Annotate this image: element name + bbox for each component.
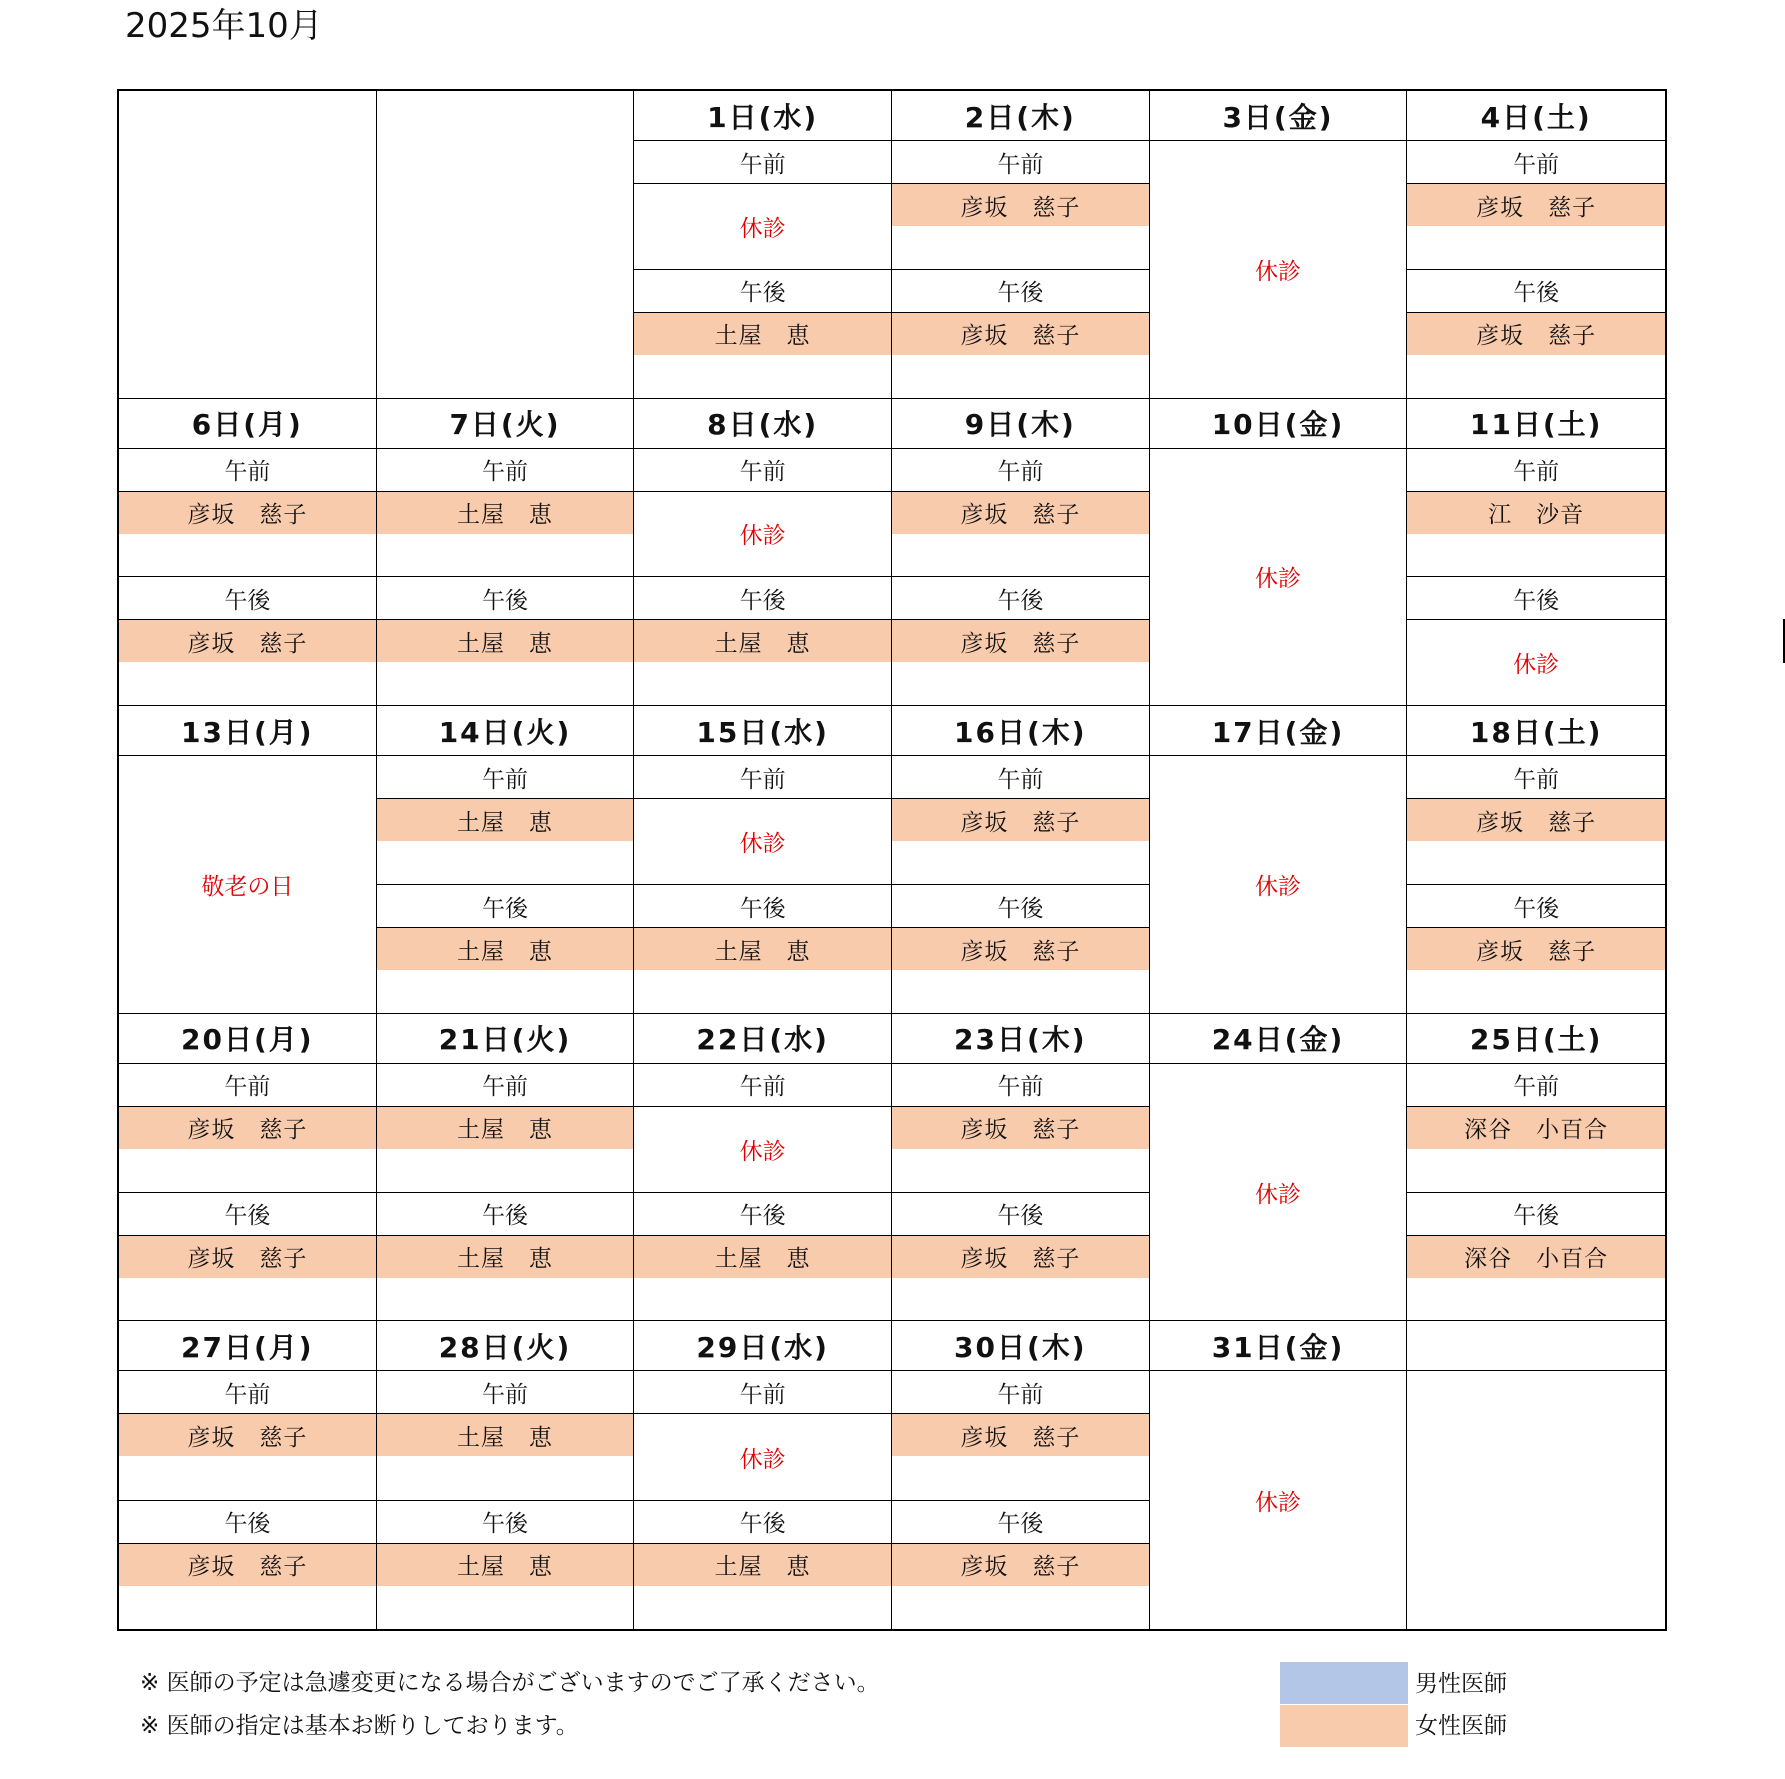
date-header: 9日(木) bbox=[892, 399, 1149, 449]
closed-session: 休診 bbox=[739, 523, 786, 550]
afternoon-session bbox=[377, 1500, 634, 1629]
day-cell bbox=[1150, 1321, 1408, 1629]
day-cell bbox=[1150, 399, 1408, 707]
day-cell bbox=[377, 1321, 635, 1629]
doctor-name: 彦坂 慈子 bbox=[1407, 799, 1665, 841]
day-cell bbox=[1407, 706, 1665, 1014]
spacer bbox=[377, 662, 634, 705]
spacer bbox=[892, 841, 1149, 884]
afternoon-session bbox=[892, 269, 1149, 398]
session-label: 午後 bbox=[634, 577, 891, 620]
morning-session bbox=[377, 449, 634, 577]
legend-male-label: 男性医師 bbox=[1415, 1671, 1507, 1697]
session-label: 午後 bbox=[377, 1193, 634, 1236]
doctor-name: 彦坂 慈子 bbox=[119, 1107, 376, 1149]
doctor-name: 土屋 恵 bbox=[634, 928, 891, 970]
session-label: 午後 bbox=[634, 885, 891, 928]
day-cell bbox=[119, 399, 377, 707]
day-cell bbox=[634, 1014, 892, 1322]
morning-session bbox=[892, 1064, 1149, 1192]
doctor-name: 土屋 恵 bbox=[377, 928, 634, 970]
day-cell bbox=[119, 91, 377, 399]
note-doctor-selection: ※ 医師の指定は基本お断りしております。 bbox=[140, 1713, 579, 1739]
day-cell bbox=[377, 399, 635, 707]
spacer bbox=[634, 355, 891, 398]
spacer bbox=[892, 970, 1149, 1013]
session-label: 午前 bbox=[1407, 756, 1665, 799]
date-header: 28日(火) bbox=[377, 1321, 634, 1371]
spacer bbox=[1407, 841, 1665, 884]
day-cell bbox=[634, 399, 892, 707]
day-body bbox=[119, 1371, 376, 1629]
spacer bbox=[634, 970, 891, 1013]
day-body bbox=[892, 449, 1149, 706]
doctor-name: 土屋 恵 bbox=[377, 620, 634, 662]
doctor-name: 彦坂 慈子 bbox=[119, 1414, 376, 1456]
afternoon-session bbox=[634, 1500, 891, 1629]
doctor-name: 彦坂 慈子 bbox=[119, 620, 376, 662]
spacer bbox=[377, 534, 634, 577]
day-cell bbox=[892, 91, 1150, 399]
session-label: 午後 bbox=[892, 577, 1149, 620]
day-cell bbox=[892, 706, 1150, 1014]
afternoon-session bbox=[892, 1192, 1149, 1321]
spacer bbox=[1407, 1278, 1665, 1321]
spacer bbox=[119, 1456, 376, 1499]
spacer bbox=[1407, 1149, 1665, 1192]
spacer bbox=[377, 1278, 634, 1321]
spacer bbox=[1407, 970, 1665, 1013]
doctor-name: 土屋 恵 bbox=[634, 1236, 891, 1278]
date-header: 23日(木) bbox=[892, 1014, 1149, 1064]
session-label: 午後 bbox=[119, 577, 376, 620]
date-header: 8日(水) bbox=[634, 399, 891, 449]
day-body bbox=[1407, 141, 1665, 398]
date-header: 11日(土) bbox=[1407, 399, 1665, 449]
spacer bbox=[892, 355, 1149, 398]
closed-day: 休診 bbox=[1254, 566, 1301, 593]
morning-session bbox=[634, 1371, 891, 1499]
spacer bbox=[892, 662, 1149, 705]
session-label: 午後 bbox=[377, 1501, 634, 1544]
afternoon-session bbox=[892, 884, 1149, 1013]
session-label: 午前 bbox=[377, 449, 634, 492]
afternoon-session bbox=[892, 576, 1149, 705]
date-header: 24日(金) bbox=[1150, 1014, 1407, 1064]
date-header: 2日(木) bbox=[892, 91, 1149, 141]
day-body bbox=[634, 1064, 891, 1321]
day-cell bbox=[634, 1321, 892, 1629]
closed-day: 敬老の日 bbox=[201, 873, 294, 900]
doctor-name: 彦坂 慈子 bbox=[892, 1414, 1149, 1456]
session-label: 午前 bbox=[892, 1064, 1149, 1107]
spacer bbox=[634, 662, 891, 705]
date-header: 17日(金) bbox=[1150, 706, 1407, 756]
doctor-name: 彦坂 慈子 bbox=[892, 928, 1149, 970]
spacer bbox=[892, 1149, 1149, 1192]
morning-session bbox=[892, 1371, 1149, 1499]
doctor-name: 土屋 恵 bbox=[377, 1544, 634, 1586]
empty-body bbox=[1407, 1371, 1665, 1629]
morning-session bbox=[1407, 141, 1665, 269]
session-label: 午前 bbox=[634, 141, 891, 184]
doctor-name: 土屋 恵 bbox=[634, 620, 891, 662]
session-label: 午前 bbox=[1407, 141, 1665, 184]
doctor-name: 土屋 恵 bbox=[377, 1414, 634, 1456]
session-label: 午後 bbox=[1407, 270, 1665, 313]
session-label: 午後 bbox=[377, 577, 634, 620]
spacer bbox=[119, 1586, 376, 1629]
doctor-name: 彦坂 慈子 bbox=[892, 1107, 1149, 1149]
day-body bbox=[1407, 449, 1665, 706]
spacer bbox=[892, 1456, 1149, 1499]
session-label: 午前 bbox=[634, 1064, 891, 1107]
day-body bbox=[377, 1064, 634, 1321]
date-header: 16日(木) bbox=[892, 706, 1149, 756]
doctor-name: 土屋 恵 bbox=[634, 1544, 891, 1586]
legend-male-swatch bbox=[1280, 1662, 1408, 1704]
date-header: 7日(火) bbox=[377, 399, 634, 449]
day-cell bbox=[892, 399, 1150, 707]
doctor-name: 彦坂 慈子 bbox=[119, 1544, 376, 1586]
spacer bbox=[119, 534, 376, 577]
spacer bbox=[892, 1278, 1149, 1321]
session-label: 午前 bbox=[1407, 1064, 1665, 1107]
day-cell bbox=[1150, 91, 1408, 399]
morning-session bbox=[119, 449, 376, 577]
day-body bbox=[634, 141, 891, 398]
afternoon-session bbox=[377, 884, 634, 1013]
spacer bbox=[377, 1149, 634, 1192]
calendar-grid bbox=[117, 89, 1667, 1631]
session-label: 午後 bbox=[1407, 885, 1665, 928]
doctor-name: 彦坂 慈子 bbox=[119, 1236, 376, 1278]
spacer bbox=[892, 1586, 1149, 1629]
date-header: 21日(火) bbox=[377, 1014, 634, 1064]
date-header: 6日(月) bbox=[119, 399, 376, 449]
spacer bbox=[119, 662, 376, 705]
session-label: 午前 bbox=[892, 1371, 1149, 1414]
morning-session bbox=[377, 1064, 634, 1192]
day-cell bbox=[119, 1321, 377, 1629]
date-header: 27日(月) bbox=[119, 1321, 376, 1371]
afternoon-session bbox=[1407, 576, 1665, 705]
morning-session bbox=[1407, 1064, 1665, 1192]
spacer bbox=[377, 841, 634, 884]
date-header: 1日(水) bbox=[634, 91, 891, 141]
date-header: 31日(金) bbox=[1150, 1321, 1407, 1371]
afternoon-session bbox=[634, 1192, 891, 1321]
afternoon-session bbox=[634, 884, 891, 1013]
session-label: 午前 bbox=[634, 756, 891, 799]
session-label: 午後 bbox=[892, 1193, 1149, 1236]
doctor-name: 土屋 恵 bbox=[377, 799, 634, 841]
doctor-name: 土屋 恵 bbox=[377, 1236, 634, 1278]
session-label: 午後 bbox=[892, 885, 1149, 928]
day-cell bbox=[634, 91, 892, 399]
day-body bbox=[892, 1371, 1149, 1629]
afternoon-session bbox=[119, 576, 376, 705]
day-body bbox=[892, 141, 1149, 398]
day-body bbox=[634, 756, 891, 1013]
morning-session bbox=[892, 756, 1149, 884]
closed-session: 休診 bbox=[739, 215, 786, 242]
morning-session bbox=[634, 756, 891, 884]
doctor-name: 彦坂 慈子 bbox=[892, 620, 1149, 662]
doctor-name: 彦坂 慈子 bbox=[892, 313, 1149, 355]
date-header: 13日(月) bbox=[119, 706, 376, 756]
day-body bbox=[892, 1064, 1149, 1321]
doctor-name: 彦坂 慈子 bbox=[892, 492, 1149, 534]
day-cell bbox=[892, 1321, 1150, 1629]
day-body bbox=[377, 449, 634, 706]
morning-session bbox=[1407, 756, 1665, 884]
spacer bbox=[634, 1278, 891, 1321]
spacer bbox=[377, 1586, 634, 1629]
session-label: 午前 bbox=[634, 449, 891, 492]
day-cell bbox=[1407, 399, 1665, 707]
date-header: 10日(金) bbox=[1150, 399, 1407, 449]
date-header: 18日(土) bbox=[1407, 706, 1665, 756]
afternoon-session bbox=[377, 1192, 634, 1321]
day-cell bbox=[1407, 91, 1665, 399]
day-body bbox=[119, 449, 376, 706]
date-header: 25日(土) bbox=[1407, 1014, 1665, 1064]
day-body bbox=[119, 1064, 376, 1321]
day-cell bbox=[119, 1014, 377, 1322]
date-header: 15日(水) bbox=[634, 706, 891, 756]
spacer bbox=[1407, 355, 1665, 398]
day-cell bbox=[1150, 1014, 1408, 1322]
spacer bbox=[377, 1456, 634, 1499]
doctor-name: 江 沙音 bbox=[1407, 492, 1665, 534]
morning-session bbox=[892, 449, 1149, 577]
date-header: 3日(金) bbox=[1150, 91, 1407, 141]
session-label: 午前 bbox=[1407, 449, 1665, 492]
closed-day: 休診 bbox=[1254, 258, 1301, 285]
day-body bbox=[1407, 1064, 1665, 1321]
spacer bbox=[892, 534, 1149, 577]
doctor-name: 彦坂 慈子 bbox=[892, 1236, 1149, 1278]
doctor-name: 彦坂 慈子 bbox=[1407, 313, 1665, 355]
morning-session bbox=[119, 1371, 376, 1499]
day-cell bbox=[119, 706, 377, 1014]
spacer bbox=[119, 1149, 376, 1192]
session-label: 午後 bbox=[634, 1193, 891, 1236]
day-cell bbox=[1407, 1014, 1665, 1322]
day-cell bbox=[377, 1014, 635, 1322]
doctor-name: 彦坂 慈子 bbox=[119, 492, 376, 534]
note-schedule-change: ※ 医師の予定は急遽変更になる場合がございますのでご了承ください。 bbox=[140, 1670, 880, 1696]
date-header: 30日(木) bbox=[892, 1321, 1149, 1371]
afternoon-session bbox=[377, 576, 634, 705]
morning-session bbox=[634, 141, 891, 269]
afternoon-session bbox=[634, 576, 891, 705]
doctor-name: 彦坂 慈子 bbox=[1407, 184, 1665, 226]
spacer bbox=[377, 970, 634, 1013]
doctor-name: 彦坂 慈子 bbox=[1407, 928, 1665, 970]
doctor-name: 土屋 恵 bbox=[634, 313, 891, 355]
day-body bbox=[377, 756, 634, 1013]
session-label: 午前 bbox=[892, 141, 1149, 184]
closed-day: 休診 bbox=[1254, 873, 1301, 900]
date-header: 4日(土) bbox=[1407, 91, 1665, 141]
date-header bbox=[1407, 1321, 1665, 1371]
day-cell bbox=[377, 91, 635, 399]
afternoon-session bbox=[1407, 1192, 1665, 1321]
session-label: 午後 bbox=[377, 885, 634, 928]
session-label: 午前 bbox=[377, 1064, 634, 1107]
date-header: 20日(月) bbox=[119, 1014, 376, 1064]
session-label: 午前 bbox=[892, 449, 1149, 492]
day-body bbox=[377, 1371, 634, 1629]
session-label: 午後 bbox=[119, 1193, 376, 1236]
morning-session bbox=[634, 449, 891, 577]
session-label: 午後 bbox=[892, 270, 1149, 313]
closed-session: 休診 bbox=[739, 1138, 786, 1165]
session-label: 午前 bbox=[119, 449, 376, 492]
page-title: 2025年10月 bbox=[125, 6, 323, 46]
session-label: 午後 bbox=[1407, 1193, 1665, 1236]
doctor-name: 深谷 小百合 bbox=[1407, 1107, 1665, 1149]
closed-session: 休診 bbox=[1513, 652, 1560, 679]
closed-day: 休診 bbox=[1254, 1181, 1301, 1208]
session-label: 午後 bbox=[634, 270, 891, 313]
date-header: 22日(水) bbox=[634, 1014, 891, 1064]
legend-female-swatch bbox=[1280, 1705, 1408, 1747]
session-label: 午後 bbox=[634, 1501, 891, 1544]
day-body bbox=[634, 1371, 891, 1629]
afternoon-session bbox=[1407, 269, 1665, 398]
spacer bbox=[1407, 226, 1665, 269]
day-cell bbox=[377, 706, 635, 1014]
doctor-name: 深谷 小百合 bbox=[1407, 1236, 1665, 1278]
doctor-name: 土屋 恵 bbox=[377, 1107, 634, 1149]
legend-female-label: 女性医師 bbox=[1415, 1713, 1507, 1739]
doctor-name: 土屋 恵 bbox=[377, 492, 634, 534]
morning-session bbox=[377, 1371, 634, 1499]
session-label: 午後 bbox=[892, 1501, 1149, 1544]
spacer bbox=[892, 226, 1149, 269]
spacer bbox=[634, 1586, 891, 1629]
day-body bbox=[634, 449, 891, 706]
session-label: 午前 bbox=[377, 756, 634, 799]
session-label: 午後 bbox=[1407, 577, 1665, 620]
day-cell bbox=[892, 1014, 1150, 1322]
morning-session bbox=[892, 141, 1149, 269]
session-label: 午前 bbox=[119, 1371, 376, 1414]
day-cell bbox=[1150, 706, 1408, 1014]
doctor-name: 彦坂 慈子 bbox=[892, 184, 1149, 226]
day-body bbox=[1407, 756, 1665, 1013]
day-cell bbox=[1407, 1321, 1665, 1629]
doctor-name: 彦坂 慈子 bbox=[892, 799, 1149, 841]
session-label: 午前 bbox=[892, 756, 1149, 799]
closed-session: 休診 bbox=[739, 1446, 786, 1473]
morning-session bbox=[634, 1064, 891, 1192]
session-label: 午前 bbox=[377, 1371, 634, 1414]
afternoon-session bbox=[892, 1500, 1149, 1629]
spacer bbox=[1407, 534, 1665, 577]
session-label: 午前 bbox=[119, 1064, 376, 1107]
date-header: 29日(水) bbox=[634, 1321, 891, 1371]
morning-session bbox=[119, 1064, 376, 1192]
morning-session bbox=[377, 756, 634, 884]
session-label: 午前 bbox=[634, 1371, 891, 1414]
day-body bbox=[892, 756, 1149, 1013]
afternoon-session bbox=[634, 269, 891, 398]
spacer bbox=[119, 1278, 376, 1321]
doctor-name: 彦坂 慈子 bbox=[892, 1544, 1149, 1586]
afternoon-session bbox=[1407, 884, 1665, 1013]
closed-day: 休診 bbox=[1254, 1489, 1301, 1516]
afternoon-session bbox=[119, 1192, 376, 1321]
session-label: 午後 bbox=[119, 1501, 376, 1544]
day-cell bbox=[634, 706, 892, 1014]
afternoon-session bbox=[119, 1500, 376, 1629]
morning-session bbox=[1407, 449, 1665, 577]
date-header: 14日(火) bbox=[377, 706, 634, 756]
closed-session: 休診 bbox=[739, 831, 786, 858]
